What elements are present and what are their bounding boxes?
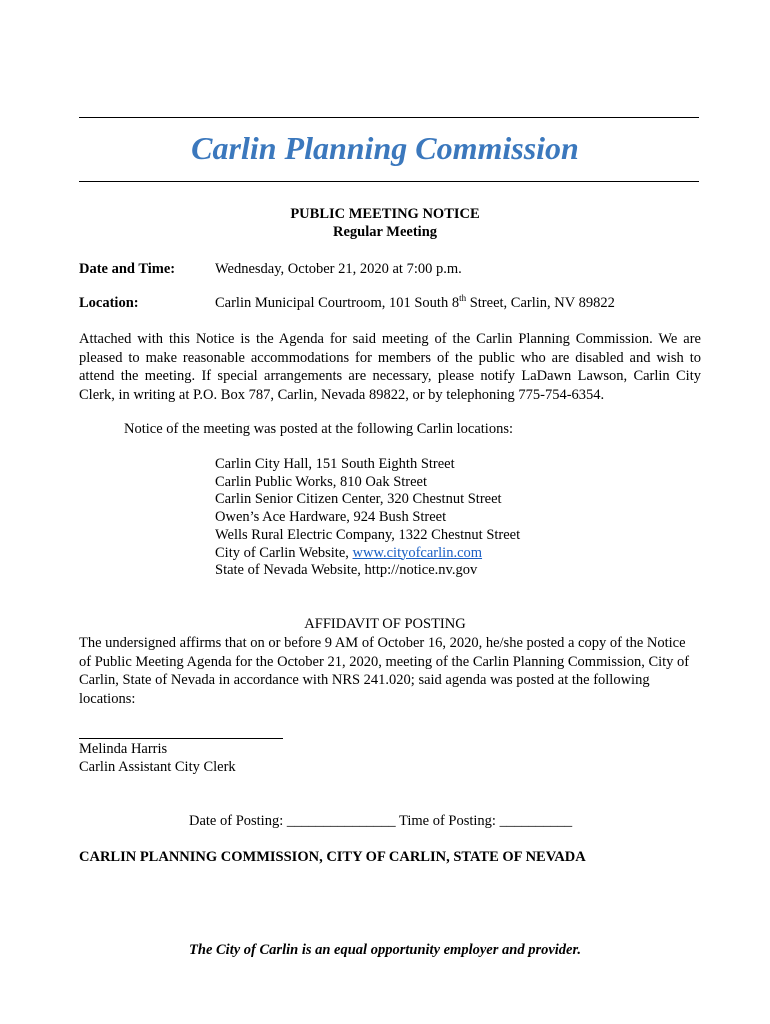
- affidavit-heading: AFFIDAVIT OF POSTING: [304, 616, 466, 632]
- signatory-name: Melinda Harris: [79, 741, 168, 757]
- list-item: Wells Rural Electric Company, 1322 Chestnut Street: [215, 526, 521, 543]
- location-value: [215, 295, 615, 312]
- list-item-state-site: State of Nevada Website, http://notice.nv.gov: [215, 562, 478, 579]
- posting-time-label: Time of Posting:: [399, 813, 496, 829]
- posting-date-field: _______________: [286, 813, 396, 829]
- date-label: Date and Time:: [79, 261, 176, 277]
- location-label: Location:: [79, 295, 139, 311]
- notice-heading: PUBLIC MEETING NOTICE: [290, 206, 480, 222]
- posted-intro: Notice of the meeting was posted at the following Carlin locations:: [124, 421, 513, 437]
- title-bottom-rule: [79, 181, 699, 182]
- footer-note: The City of Carlin is an equal opportunity employer and provider.: [189, 942, 581, 958]
- posting-line: [189, 813, 572, 830]
- body-paragraph: Attached with this Notice is the Agenda for said meeting of the Carlin Planning Commission. We are pleased to make reasonable accommodations for members of the public who are disabled and wish to attend the meeting. If special arrangements are necessary, please notify LaDawn Lawson, Carlin City Clerk, in writing at P.O. Box 787, Carlin, Nevada 89822, or by telephoning 775-754-6354.: [79, 331, 701, 403]
- website-link[interactable]: www.cityofcarlin.com: [352, 544, 483, 561]
- locations-list: [215, 456, 520, 580]
- page-title: Carlin Planning Commission: [191, 130, 579, 166]
- commission-line: CARLIN PLANNING COMMISSION, CITY OF CARLIN, STATE OF NEVADA: [79, 849, 586, 865]
- list-item: Carlin City Hall, 151 South Eighth Street: [215, 456, 455, 472]
- signature-line: [79, 738, 283, 739]
- list-item-website: [215, 545, 520, 563]
- list-item: Carlin Public Works, 810 Oak Street: [215, 473, 428, 490]
- location-value-sup: th: [459, 293, 467, 304]
- top-rule: [79, 117, 699, 118]
- location-value-post: Street, Carlin, NV 89822: [466, 295, 615, 311]
- list-item: Owen’s Ace Hardware, 924 Bush Street: [215, 509, 447, 526]
- posting-date-label: Date of Posting:: [189, 813, 284, 829]
- list-item: Carlin Senior Citizen Center, 320 Chestnut Street: [215, 491, 502, 508]
- location-value-pre: Carlin Municipal Courtroom, 101 South 8: [215, 295, 460, 311]
- posting-time-field: __________: [499, 813, 573, 829]
- signatory-title: Carlin Assistant City Clerk: [79, 759, 236, 775]
- notice-subheading: Regular Meeting: [332, 224, 438, 240]
- website-prefix: City of Carlin Website,: [215, 544, 353, 561]
- affidavit-text: The undersigned affirms that on or before 9 AM of October 16, 2020, he/she posted a copy of the Notice of Public Meeting Agenda for the October 21, 2020, meeting of the Carlin Planning Commission, City of Carlin, State of Nevada in accordance with NRS 241.020; said agenda was posted at the following locations:: [79, 635, 690, 707]
- date-value: Wednesday, October 21, 2020 at 7:00 p.m.: [215, 261, 462, 277]
